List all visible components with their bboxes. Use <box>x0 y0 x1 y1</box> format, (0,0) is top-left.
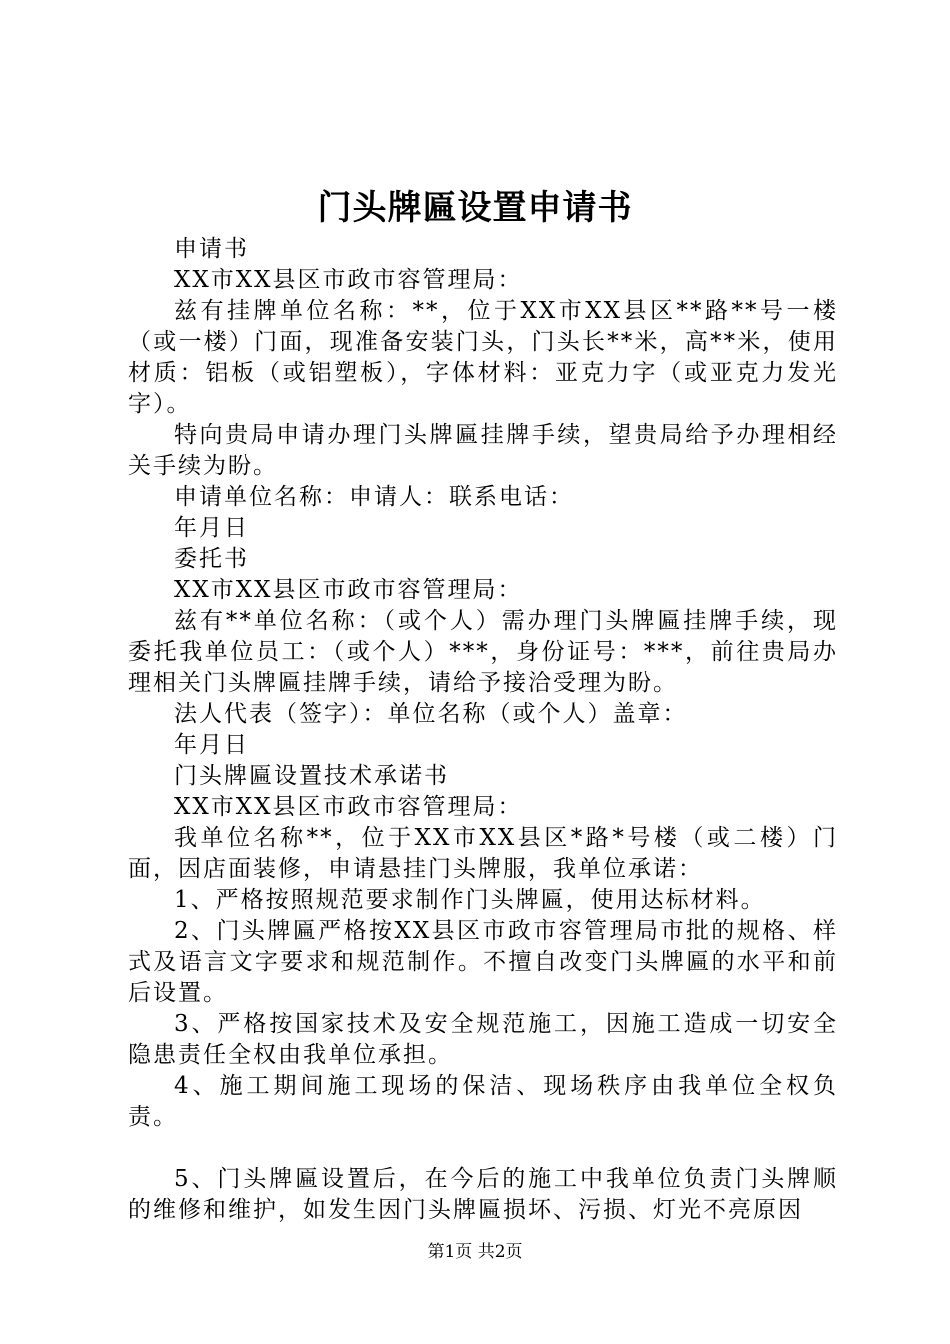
paragraph: 兹有挂牌单位名称：**，位于XX市XX县区**路**号一楼（或一楼）门面，现准备安装门头，门头长**米，高**米，使用材质：铝板（或铝塑板），字体材料：亚克力字（或亚克力发光字）。 <box>128 298 838 417</box>
document-body <box>128 234 838 1226</box>
paragraph: XX市XX县区市政市容管理局： <box>174 794 523 820</box>
paragraph: 4、施工期间施工现场的保洁、现场秩序由我单位全权负责。 <box>128 1073 838 1130</box>
paragraph: 兹有**单位名称：（或个人）需办理门头牌匾挂牌手续，现委托我单位员工：（或个人）***，身份证号：***，前往贵局办理相关门头牌匾挂牌手续，请给予接洽受理为盼。 <box>128 608 838 696</box>
paragraph: 5、门头牌匾设置后，在今后的施工中我单位负责门头牌顺的维修和维护，如发生因门头牌匾损坏、污损、灯光不亮原因 <box>128 1166 838 1223</box>
paragraph: 1、严格按照规范要求制作门头牌匾，使用达标材料。 <box>174 887 766 913</box>
document-title: 门头牌匾设置申请书 <box>317 188 633 228</box>
paragraph: 法人代表（签字）：单位名称（或个人）盖章： <box>174 701 688 727</box>
paragraph: 年月日 <box>174 732 249 758</box>
paragraph: 申请书 <box>174 236 249 262</box>
paragraph: XX市XX县区市政市容管理局： <box>174 577 523 603</box>
paragraph: 我单位名称**，位于XX市XX县区*路*号楼（或二楼）门面，因店面装修，申请悬挂门头牌服，我单位承诺： <box>128 825 838 882</box>
paragraph: 申请单位名称：申请人：联系电话： <box>174 484 574 510</box>
paragraph: 门头牌匾设置技术承诺书 <box>174 763 449 789</box>
paragraph: 特向贵局申请办理门头牌匾挂牌手续，望贵局给予办理相经关手续为盼。 <box>128 422 838 479</box>
paragraph: 委托书 <box>174 546 249 572</box>
paragraph: 3、严格按国家技术及安全规范施工，因施工造成一切安全隐患责任全权由我单位承担。 <box>128 1011 838 1068</box>
paragraph: XX市XX县区市政市容管理局： <box>174 267 523 293</box>
page-footer: 第1页 共2页 <box>427 1242 523 1262</box>
paragraph: 2、门头牌匾严格按XX县区市政市容管理局市批的规格、样式及语言文字要求和规范制作。不擅自改变门头牌匾的水平和前后设置。 <box>128 918 838 1006</box>
paragraph: 年月日 <box>174 515 249 541</box>
